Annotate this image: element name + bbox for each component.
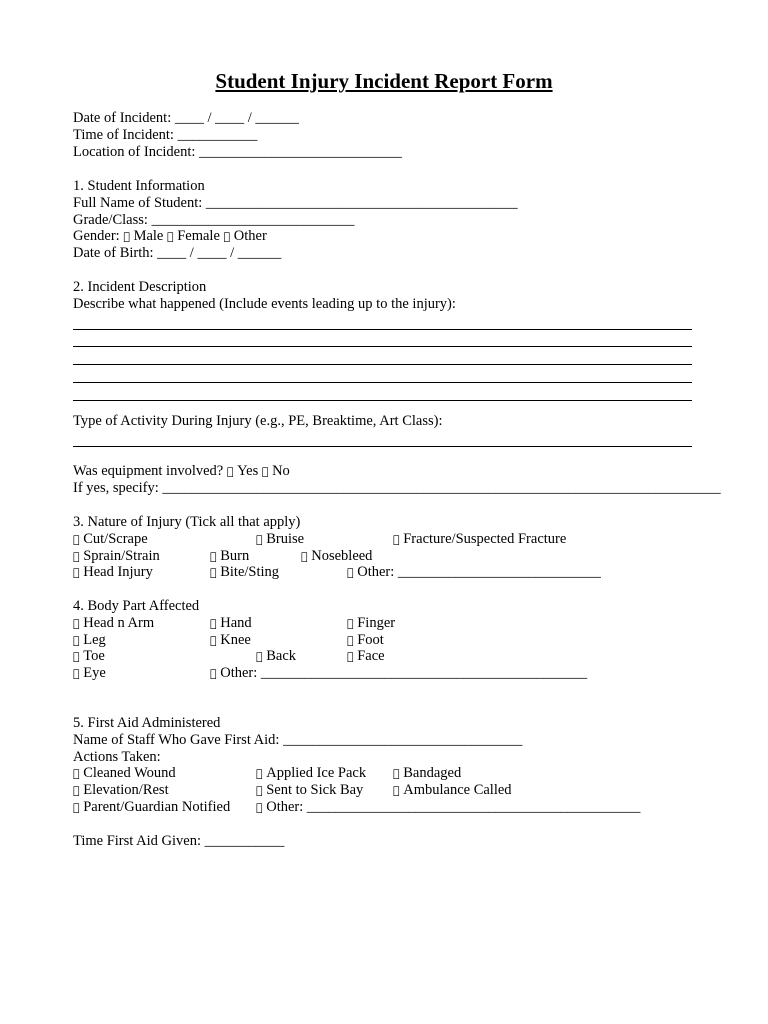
body-row bbox=[73, 665, 713, 682]
checkbox-icon bbox=[73, 566, 77, 580]
checkbox-icon bbox=[347, 650, 351, 664]
describe-label: Describe what happened (Include events leading up to the injury): bbox=[73, 295, 456, 312]
checkbox-icon bbox=[210, 566, 214, 580]
body-row bbox=[73, 632, 713, 649]
checkbox-icon bbox=[210, 616, 214, 630]
option-label: Toe bbox=[80, 648, 102, 665]
checkbox-icon bbox=[73, 667, 77, 681]
gender-label: Gender: bbox=[73, 228, 120, 245]
option-no: No bbox=[265, 463, 284, 479]
checkbox-icon bbox=[256, 767, 260, 781]
grade-class-field[interactable]: Grade/Class: ____________________________ bbox=[73, 211, 355, 228]
checkbox-icon bbox=[347, 633, 351, 647]
description-line[interactable] bbox=[73, 366, 692, 383]
option-label: Hand bbox=[217, 614, 249, 631]
option-eye[interactable] bbox=[73, 665, 106, 683]
time-of-incident-field[interactable]: Time of Incident: ___________ bbox=[73, 126, 258, 143]
form-title: Student Injury Incident Report Form bbox=[215, 69, 553, 93]
time-first-aid-field[interactable]: Time First Aid Given: ___________ bbox=[73, 832, 285, 849]
option-label: Foot bbox=[354, 631, 381, 648]
first-aid-section bbox=[73, 715, 713, 849]
option-elevation-rest[interactable] bbox=[73, 782, 169, 800]
description-line[interactable] bbox=[73, 313, 692, 330]
checkbox-icon bbox=[210, 667, 214, 681]
checkbox-icon bbox=[73, 549, 77, 563]
option-female: Female bbox=[171, 228, 214, 245]
option-knee[interactable] bbox=[210, 632, 251, 650]
option-label: Face bbox=[354, 648, 382, 665]
nature-row bbox=[73, 531, 713, 548]
option-nature-other[interactable] bbox=[347, 564, 601, 582]
option-label: Elevation/Rest bbox=[80, 782, 166, 799]
option-label: Head Injury bbox=[80, 564, 150, 581]
option-back[interactable] bbox=[256, 648, 296, 666]
equipment-specify-field[interactable]: If yes, specify: _____________________________________________________________________________ bbox=[73, 479, 721, 496]
checkbox-icon bbox=[73, 633, 77, 647]
checkbox-icon bbox=[347, 616, 351, 630]
checkbox-yes[interactable] bbox=[226, 465, 231, 478]
option-burn[interactable] bbox=[210, 548, 249, 566]
incident-header-section bbox=[73, 110, 713, 160]
checkbox-female[interactable] bbox=[163, 230, 168, 244]
option-other: Other bbox=[224, 228, 258, 245]
checkbox-male[interactable] bbox=[123, 230, 127, 244]
section-heading-nature: 3. Nature of Injury (Tick all that apply) bbox=[73, 514, 301, 530]
body-row bbox=[73, 615, 713, 632]
option-label: Bite/Sting bbox=[217, 564, 276, 581]
option-bruise[interactable] bbox=[256, 531, 304, 549]
option-toe[interactable] bbox=[73, 648, 105, 666]
checkbox-icon bbox=[73, 784, 77, 798]
nature-row bbox=[73, 548, 713, 565]
option-cut-scrape[interactable] bbox=[73, 531, 148, 549]
actions-taken-label: Actions Taken: bbox=[73, 748, 161, 765]
checkbox-other[interactable] bbox=[217, 230, 221, 244]
option-cleaned-wound[interactable] bbox=[73, 765, 176, 783]
activity-label: Type of Activity During Injury (e.g., PE, Breaktime, Art Class): bbox=[73, 413, 443, 429]
date-of-birth-field[interactable]: Date of Birth: ____ / ____ / ______ bbox=[73, 245, 282, 262]
option-label: Bruise bbox=[263, 530, 301, 547]
gender-row bbox=[73, 228, 713, 245]
option-label: Nosebleed bbox=[308, 547, 370, 564]
option-finger[interactable] bbox=[347, 615, 395, 633]
staff-name-field[interactable]: Name of Staff Who Gave First Aid: _________________________________ bbox=[73, 731, 523, 748]
actions-row bbox=[73, 799, 713, 816]
option-label: Back bbox=[263, 648, 293, 665]
option-ambulance-called[interactable] bbox=[393, 782, 512, 800]
checkbox-icon bbox=[301, 549, 305, 563]
option-head-injury[interactable] bbox=[73, 564, 153, 582]
option-body-other[interactable] bbox=[210, 665, 587, 683]
option-fracture[interactable] bbox=[393, 531, 566, 549]
option-label: Other: ____________________________ bbox=[354, 564, 598, 581]
checkbox-icon bbox=[210, 633, 214, 647]
activity-section bbox=[73, 413, 713, 448]
checkbox-icon bbox=[393, 767, 397, 781]
checkbox-icon bbox=[210, 549, 214, 563]
option-label: Other: _____________________________________________ bbox=[217, 665, 585, 682]
option-male: Male bbox=[130, 228, 161, 245]
equipment-section bbox=[73, 463, 721, 497]
incident-description-section bbox=[73, 279, 713, 402]
option-label: Fracture/Suspected Fracture bbox=[400, 530, 564, 547]
checkbox-icon bbox=[393, 784, 397, 798]
date-of-incident-field[interactable]: Date of Incident: ____ / ____ / ______ bbox=[73, 110, 299, 126]
description-line[interactable] bbox=[73, 348, 692, 365]
student-name-field[interactable]: Full Name of Student: ___________________________________________ bbox=[73, 194, 518, 211]
option-label: Eye bbox=[80, 665, 103, 682]
option-parent-notified[interactable] bbox=[73, 799, 230, 817]
nature-row bbox=[73, 564, 713, 581]
option-label: Finger bbox=[354, 614, 392, 631]
option-sprain-strain[interactable] bbox=[73, 548, 160, 566]
description-line[interactable] bbox=[73, 384, 692, 401]
checkbox-no[interactable] bbox=[258, 465, 263, 478]
checkbox-icon bbox=[256, 800, 260, 814]
option-yes: Yes bbox=[234, 463, 256, 479]
checkbox-icon bbox=[347, 566, 351, 580]
option-label: Cut/Scrape bbox=[80, 530, 145, 547]
option-label: Sprain/Strain bbox=[80, 547, 157, 564]
actions-row bbox=[73, 765, 713, 782]
checkbox-icon bbox=[73, 616, 77, 630]
checkbox-icon bbox=[73, 767, 77, 781]
option-label: Sent to Sick Bay bbox=[263, 782, 361, 799]
body-row bbox=[73, 648, 713, 665]
option-leg[interactable] bbox=[73, 632, 106, 650]
section-heading-first-aid: 5. First Aid Administered bbox=[73, 715, 221, 731]
location-of-incident-field[interactable]: Location of Incident: ____________________________ bbox=[73, 143, 403, 160]
checkbox-icon bbox=[393, 532, 397, 546]
checkbox-icon bbox=[73, 650, 77, 664]
body-part-section bbox=[73, 598, 713, 682]
option-head-arm[interactable] bbox=[73, 615, 154, 633]
activity-line[interactable] bbox=[73, 430, 692, 447]
option-bite-sting[interactable] bbox=[210, 564, 279, 582]
description-line[interactable] bbox=[73, 330, 692, 347]
checkbox-icon bbox=[73, 532, 77, 546]
option-face[interactable] bbox=[347, 648, 385, 666]
section-heading-student: 1. Student Information bbox=[73, 178, 205, 194]
option-sent-to-sick-bay[interactable] bbox=[256, 782, 363, 800]
option-label: Knee bbox=[217, 631, 248, 648]
option-label: Head n Arm bbox=[80, 614, 151, 631]
checkbox-icon bbox=[73, 800, 77, 814]
option-applied-ice-pack[interactable] bbox=[256, 765, 366, 783]
option-label: Parent/Guardian Notified bbox=[80, 798, 228, 815]
option-label: Cleaned Wound bbox=[80, 765, 173, 782]
option-actions-other[interactable] bbox=[256, 799, 640, 817]
section-heading-body: 4. Body Part Affected bbox=[73, 598, 200, 614]
equipment-row bbox=[73, 463, 713, 480]
equipment-label: Was equipment involved? bbox=[73, 463, 224, 479]
section-heading-incident: 2. Incident Description bbox=[73, 279, 207, 295]
option-label: Ambulance Called bbox=[400, 782, 509, 799]
checkbox-icon bbox=[256, 532, 260, 546]
option-bandaged[interactable] bbox=[393, 765, 461, 783]
option-label: Applied Ice Pack bbox=[263, 765, 363, 782]
option-label: Burn bbox=[217, 547, 247, 564]
option-foot[interactable] bbox=[347, 632, 384, 650]
option-hand[interactable] bbox=[210, 615, 252, 633]
student-information-section bbox=[73, 178, 713, 262]
option-label: Other: ______________________________________________ bbox=[263, 798, 638, 815]
actions-row bbox=[73, 782, 713, 799]
option-label: Leg bbox=[80, 631, 103, 648]
nature-of-injury-section bbox=[73, 514, 713, 581]
option-label: Bandaged bbox=[400, 765, 459, 782]
checkbox-icon bbox=[256, 784, 260, 798]
option-nosebleed[interactable] bbox=[301, 548, 372, 566]
checkbox-icon bbox=[256, 650, 260, 664]
